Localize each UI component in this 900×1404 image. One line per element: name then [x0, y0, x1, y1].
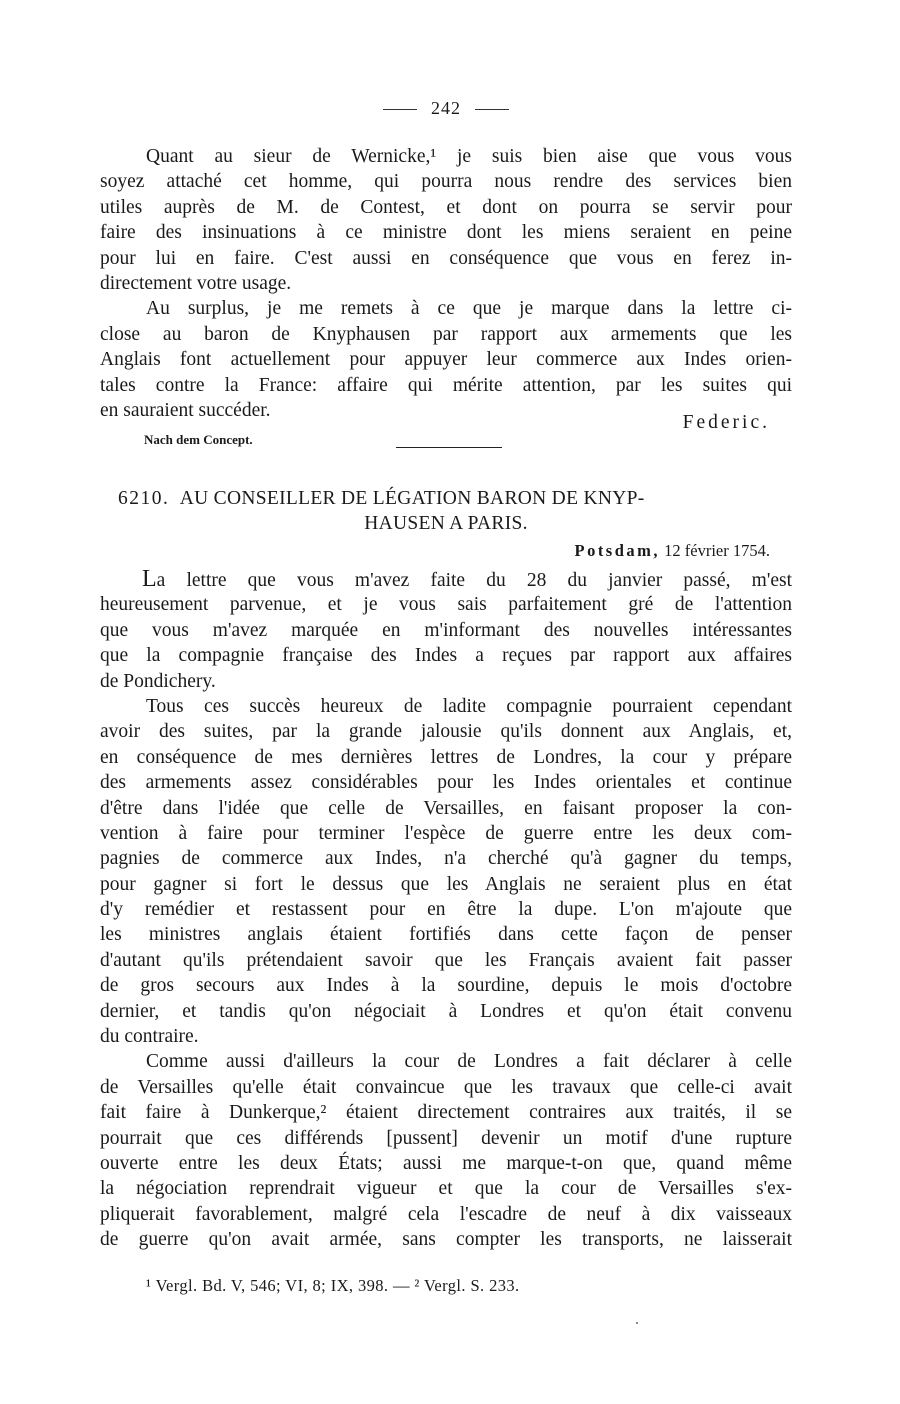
- text-line: d'y remédier et restassent pour en être la dupe. L'on m'ajoute que: [100, 899, 792, 921]
- text-line: vention à faire pour terminer l'espèce de guerre entre les deux com-: [100, 822, 792, 844]
- section-divider: [396, 447, 502, 448]
- text-line: Au surplus, je me remets à ce que je marque dans la lettre ci-: [146, 298, 792, 320]
- date-text: 12 février 1754.: [664, 541, 770, 560]
- text-line: de Versailles qu'elle était convaincue que les travaux que celle-ci avait: [100, 1076, 792, 1098]
- text-line: que vous m'avez marquée en m'informant des nouvelles intéressantes: [100, 619, 792, 641]
- text-line: pourrait que ces différends [pussent] devenir un motif d'une rupture: [100, 1127, 792, 1149]
- heading-text-1: AU CONSEILLER DE LÉGATION BARON DE KNYP-: [179, 488, 645, 509]
- page-number-header: [100, 98, 792, 119]
- text-line: Comme aussi d'ailleurs la cour de Londres a fait déclarer à celle: [146, 1051, 792, 1073]
- source-note: Nach dem Concept.: [144, 432, 253, 447]
- text-line: en conséquence de mes dernières lettres de Londres, la cour y prépare: [100, 746, 792, 768]
- text-line: directement votre usage.: [100, 272, 292, 294]
- text-line-first: [100, 567, 792, 592]
- letter-2-body: [100, 567, 792, 1253]
- dateline: [574, 541, 770, 561]
- text-line: Quant au sieur de Wernicke,¹ je suis bien aise que vous vous: [146, 146, 792, 167]
- date-place: Potsdam,: [574, 541, 661, 560]
- header-dash-right: [475, 109, 509, 110]
- signature: Federic.: [682, 412, 770, 433]
- text-line: fait faire à Dunkerque,² étaient directement contraires aux traités, il se: [100, 1102, 792, 1124]
- text-line: d'être dans l'idée que celle de Versailles, en faisant proposer la con-: [100, 797, 792, 819]
- text-line: les ministres anglais étaient fortifiés dans cette façon de penser: [100, 924, 792, 946]
- text-line: pour gagner si fort le dessus que les Anglais ne seraient plus en état: [100, 873, 792, 895]
- text-line: pliquerait favorablement, malgré cela l'escadre de neuf à dix vaisseaux: [100, 1203, 792, 1225]
- text-line: d'autant qu'ils prétendaient savoir que les Français avaient fait passer: [100, 949, 792, 971]
- header-dash-left: [383, 109, 417, 110]
- text-line: en sauraient succéder.: [100, 399, 271, 421]
- heading-line-1: [100, 486, 792, 511]
- letter-1-body: [100, 144, 792, 423]
- page-number: 242: [431, 98, 461, 118]
- text-line: close au baron de Knyphausen par rapport aux armements que les: [100, 323, 792, 345]
- text-line: pagnies de commerce aux Indes, n'a cherché qu'à gagner du temps,: [100, 848, 792, 870]
- text-line: des armements assez considérables pour les Indes orientales et continue: [100, 772, 792, 794]
- text-line: avoir des suites, par la grande jalousie qu'ils donnent aux Anglais, et,: [100, 721, 792, 743]
- document-page: [100, 0, 792, 1404]
- text-line: dernier, et tandis qu'on négociait à Londres et qu'on était convenu: [100, 1000, 792, 1022]
- paper-speck: [636, 1322, 638, 1324]
- text-line: de gros secours aux Indes à la sourdine, depuis le mois d'octobre: [100, 975, 792, 997]
- text-line: a lettre que vous m'avez faite du 28 du janvier passé, m'est: [156, 570, 792, 591]
- text-line: heureusement parvenue, et je vous sais parfaitement gré de l'attention: [100, 594, 792, 616]
- text-line: Tous ces succès heureux de ladite compagnie pourraient cependant: [146, 695, 792, 717]
- heading-line-2: HAUSEN A PARIS.: [364, 513, 528, 534]
- text-line: la négociation reprendrait vigueur et que la cour de Versailles s'ex-: [100, 1178, 792, 1200]
- text-line: que la compagnie française des Indes a reçues par rapport aux affaires: [100, 645, 792, 667]
- text-line: ouverte entre les deux États; aussi me marque-t-on que, quand même: [100, 1152, 792, 1174]
- letter-heading: [100, 486, 792, 536]
- text-line: tales contre la France: affaire qui mérite attention, par les suites qui: [100, 374, 792, 396]
- text-line: de Pondichery.: [100, 670, 216, 692]
- text-line: pour lui en faire. C'est aussi en conséquence que vous en ferez in-: [100, 247, 792, 269]
- letter-number: 6210.: [118, 488, 170, 509]
- footnotes: ¹ Vergl. Bd. V, 546; VI, 8; IX, 398. — ² Vergl. S. 233.: [146, 1276, 520, 1295]
- text-line: faire des insinuations à ce ministre dont les miens seraient en peine: [100, 222, 792, 244]
- initial-letter: L: [142, 566, 157, 592]
- text-line: Anglais font actuellement pour appuyer leur commerce aux Indes orien-: [100, 349, 792, 371]
- text-line: utiles auprès de M. de Contest, et dont on pourra se servir pour: [100, 196, 792, 218]
- text-line: soyez attaché cet homme, qui pourra nous rendre des services bien: [100, 171, 792, 193]
- text-line: de guerre qu'on avait armée, sans compter les transports, ne laisserait: [100, 1229, 792, 1251]
- text-line: du contraire.: [100, 1026, 199, 1048]
